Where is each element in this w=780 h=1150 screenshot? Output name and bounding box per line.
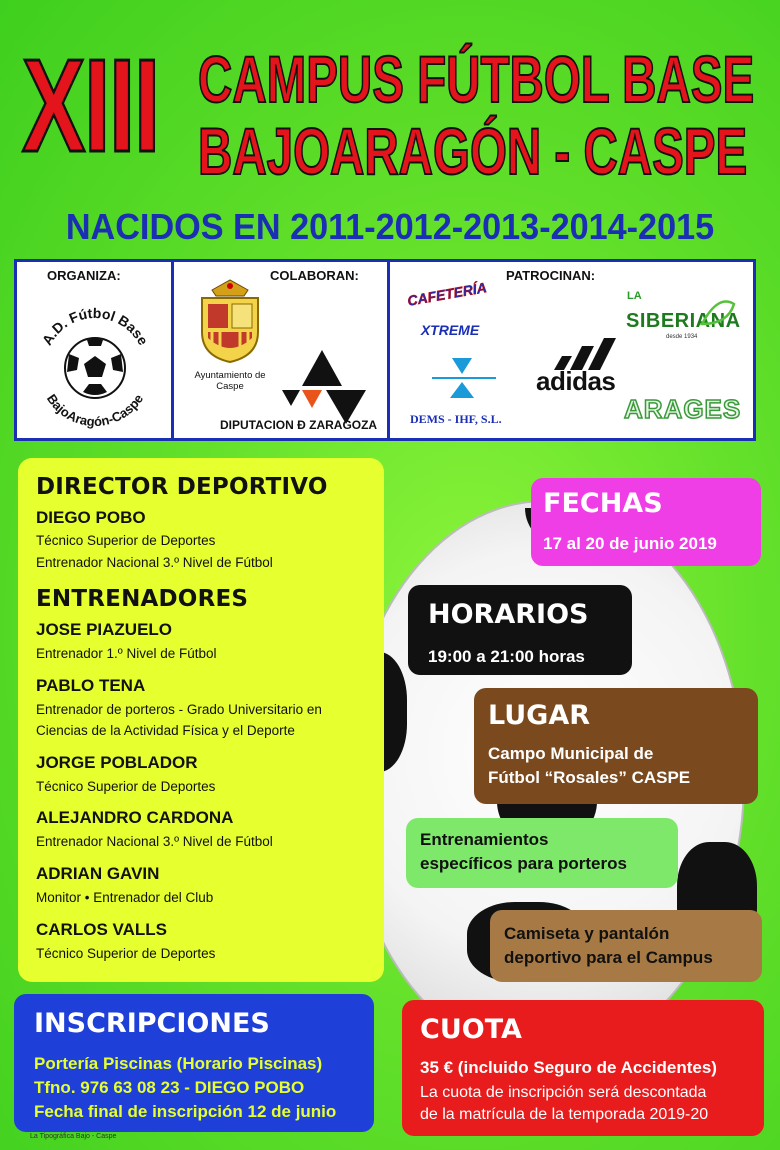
birth-years: NACIDOS EN 2011-2012-2013-2014-2015	[65, 206, 715, 247]
siberiana-since: desde 1934	[666, 334, 698, 340]
fee-line-2: La cuota de inscripción será descontada	[420, 1084, 707, 1101]
printer-credit: La Tipográfica Bajo - Caspe	[30, 1133, 117, 1140]
director-heading: DIRECTOR DEPORTIVO	[36, 474, 328, 500]
fee-box	[402, 1000, 764, 1136]
director-desc-2: Entrenador Nacional 3.º Nivel de Fútbol	[36, 555, 273, 570]
coach-name: ADRIAN GAVIN	[36, 864, 160, 883]
dems-logo-icon	[432, 358, 496, 398]
goalkeeper-line-2: específicos para porteros	[420, 854, 627, 873]
title-line-2: BAJOARAGÓN - CASPE	[198, 114, 748, 188]
fechas-heading: FECHAS	[543, 488, 663, 519]
fee-line-1: 35 € (incluido Seguro de Accidentes)	[420, 1058, 717, 1077]
club-logo	[17, 288, 174, 438]
lugar-box	[474, 688, 758, 804]
kit-line-2: deportivo para el Campus	[504, 948, 713, 967]
coach-desc: Entrenador Nacional 3.º Nivel de Fútbol	[36, 834, 273, 849]
colaboran-label: COLABORAN:	[270, 268, 359, 283]
registration-line-1: Portería Piscinas (Horario Piscinas)	[34, 1054, 323, 1073]
staff-panel	[18, 458, 384, 982]
cafeteria-name: CAFETERÍA	[406, 279, 488, 309]
fee-heading: CUOTA	[420, 1014, 522, 1045]
siberiana-logo: SIBERIANA	[626, 310, 741, 332]
goalkeeper-line-1: Entrenamientos	[420, 830, 549, 849]
coach-name: PABLO TENA	[36, 676, 146, 695]
edition-numeral: XIII	[22, 32, 159, 179]
horarios-box	[408, 585, 632, 675]
fee-line-3: de la matrícula de la temporada 2019-20	[420, 1106, 709, 1123]
coach-desc-2: Ciencias de la Actividad Física y el Deporte	[36, 723, 295, 738]
club-name-bottom: BajoAragón-Caspe	[43, 391, 147, 430]
patrocinan-column	[390, 262, 753, 438]
coach-desc: Técnico Superior de Deportes	[36, 779, 216, 794]
horarios-heading: HORARIOS	[428, 599, 589, 630]
registration-heading: INSCRIPCIONES	[34, 1008, 270, 1039]
registration-box	[14, 994, 374, 1132]
coach-desc: Entrenador 1.º Nivel de Fútbol	[36, 646, 217, 661]
coach-name: JOSE PIAZUELO	[36, 620, 173, 639]
adidas-label: adidas	[536, 366, 616, 396]
soccer-ball-icon	[65, 338, 125, 398]
kit-box	[490, 910, 762, 982]
horarios-text: 19:00 a 21:00 horas	[428, 647, 585, 666]
coach-name: ALEJANDRO CARDONA	[36, 808, 234, 827]
coach-desc: Entrenador de porteros - Grado Universitario en	[36, 702, 322, 717]
dems-label: DEMS - IHF, S.L.	[410, 412, 502, 426]
coach-desc: Técnico Superior de Deportes	[36, 946, 216, 961]
siberiana-la: LA	[627, 290, 642, 302]
title-line-1: CAMPUS FÚTBOL BASE	[198, 42, 755, 116]
diputacion-label: DIPUTACION Ð ZARAGOZA	[220, 418, 378, 432]
organiza-label: ORGANIZA:	[47, 268, 121, 283]
club-name-top: A.D. Fútbol Base	[38, 304, 152, 348]
cafeteria-xtreme: XTREME	[420, 322, 480, 338]
diputacion-logo-icon	[274, 346, 370, 426]
kit-line-1: Camiseta y pantalón	[504, 924, 670, 943]
coach-name: JORGE POBLADOR	[36, 753, 198, 772]
ayuntamiento-label: Ayuntamiento de Caspe	[194, 370, 266, 392]
siberiana-leaf-icon	[698, 294, 738, 334]
coaches-heading: ENTRENADORES	[36, 586, 249, 612]
registration-line-2: Tfno. 976 63 08 23 - DIEGO POBO	[34, 1078, 305, 1097]
patrocinan-label: PATROCINAN:	[506, 268, 596, 283]
caspe-coat-of-arms-icon	[190, 276, 270, 366]
lugar-line-2: Fútbol “Rosales” CASPE	[488, 768, 691, 787]
director-desc-1: Técnico Superior de Deportes	[36, 533, 216, 548]
coach-name: CARLOS VALLS	[36, 920, 167, 939]
lugar-line-1: Campo Municipal de	[488, 744, 654, 763]
arages-label: ARAGES	[624, 394, 742, 424]
director-name: DIEGO POBO	[36, 508, 146, 527]
colaboran-column	[174, 262, 390, 438]
fechas-box	[531, 478, 761, 566]
coach-desc: Monitor • Entrenador del Club	[36, 890, 214, 905]
fechas-text: 17 al 20 de junio 2019	[543, 534, 717, 553]
sponsors-panel	[14, 259, 756, 441]
lugar-heading: LUGAR	[488, 700, 591, 731]
registration-line-3: Fecha final de inscripción 12 de junio	[34, 1102, 337, 1121]
goalkeeper-training-box	[406, 818, 678, 888]
organiza-column	[17, 262, 174, 438]
